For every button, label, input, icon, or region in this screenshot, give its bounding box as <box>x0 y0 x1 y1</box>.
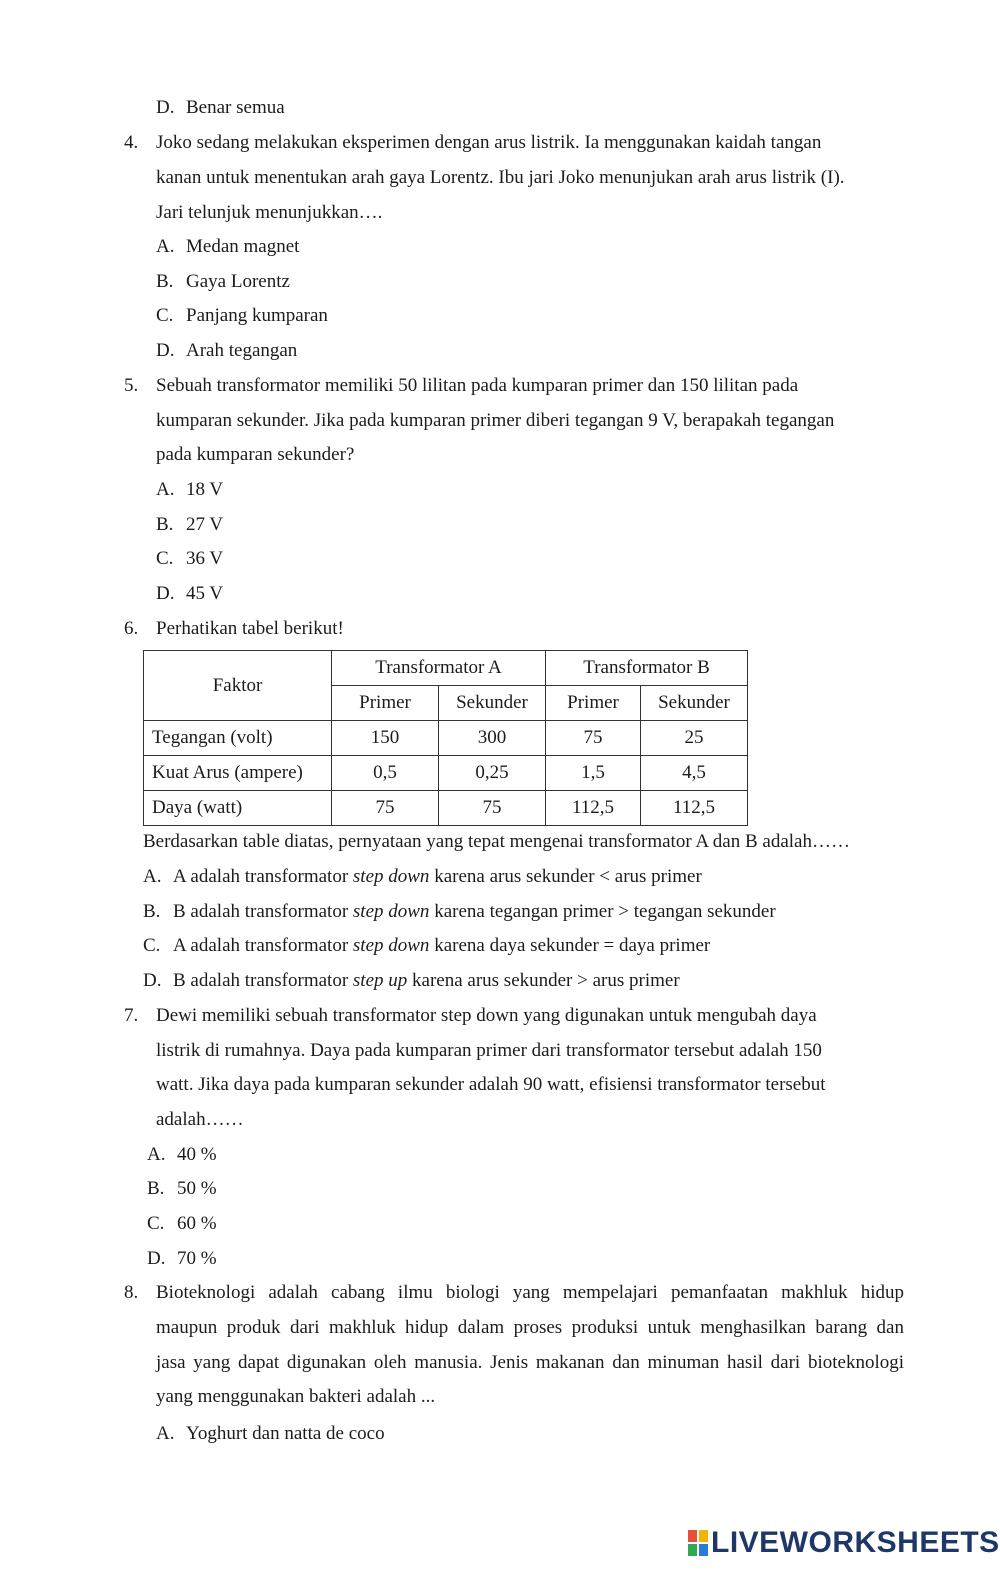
option-item[interactable] <box>156 339 297 363</box>
option-text: 36 V <box>186 548 224 569</box>
option-text: 45 V <box>186 583 224 604</box>
table-row-label: Kuat Arus (ampere) <box>144 756 332 791</box>
option-letter: B. <box>156 514 174 535</box>
table-row <box>144 756 748 791</box>
transformer-table <box>143 650 748 826</box>
question-text-line: Berdasarkan table diatas, pernyataan yang tepat mengenai transformator A dan B adalah…… <box>143 831 850 852</box>
question-number: 5. <box>124 375 139 396</box>
option-letter: A. <box>156 236 175 257</box>
table-subheader: Sekunder <box>641 686 748 721</box>
logo-mark-icon <box>688 1530 708 1556</box>
table-header-transformator-a: Transformator A <box>332 651 546 686</box>
option-item[interactable] <box>156 513 223 537</box>
option-text: 40 % <box>177 1144 217 1165</box>
option-letter: B. <box>156 271 174 292</box>
question-text-line: jasa yang dapat digunakan oleh manusia. Jenis makanan dan minuman hasil dari bioteknologi <box>156 1352 904 1373</box>
table-cell: 75 <box>546 721 641 756</box>
table-row-label: Daya (watt) <box>144 791 332 826</box>
question-text-line: yang menggunakan bakteri adalah ... <box>156 1386 436 1407</box>
option-letter: D. <box>147 1248 166 1269</box>
question-text-line: Sebuah transformator memiliki 50 lilitan pada kumparan primer dan 150 lilitan pada <box>156 375 799 396</box>
option-letter: D. <box>156 340 175 361</box>
table-subheader: Sekunder <box>439 686 546 721</box>
option-text: 60 % <box>177 1213 217 1234</box>
option-text: Yoghurt dan natta de coco <box>186 1423 385 1444</box>
option-item[interactable] <box>143 969 680 993</box>
table-cell: 4,5 <box>641 756 748 791</box>
table-cell: 112,5 <box>546 791 641 826</box>
table-cell: 75 <box>439 791 546 826</box>
option-term: step down <box>352 866 430 887</box>
table-row-label: Tegangan (volt) <box>144 721 332 756</box>
option-text: B adalah transformator <box>173 970 353 991</box>
option-item[interactable] <box>156 304 328 328</box>
table-cell: 0,5 <box>332 756 439 791</box>
option-text: 18 V <box>186 479 224 500</box>
question-number: 8. <box>124 1282 139 1303</box>
option-item[interactable] <box>156 96 285 120</box>
option-term: step down <box>352 901 430 922</box>
question-text-line: maupun produk dari makhluk hidup dalam proses produksi untuk menghasilkan barang dan <box>156 1317 904 1338</box>
option-letter: C. <box>143 935 161 956</box>
option-text: Arah tegangan <box>186 340 298 361</box>
option-letter: D. <box>156 583 175 604</box>
option-text: 70 % <box>177 1248 217 1269</box>
option-letter: B. <box>147 1178 165 1199</box>
option-text: 50 % <box>177 1178 217 1199</box>
option-letter: A. <box>147 1144 166 1165</box>
option-item[interactable] <box>156 1422 385 1446</box>
option-item[interactable] <box>147 1247 217 1271</box>
logo-block <box>688 1530 697 1542</box>
question-number: 7. <box>124 1005 139 1026</box>
liveworksheets-logo <box>688 1526 1000 1560</box>
option-item[interactable] <box>147 1177 217 1201</box>
question-text-line: adalah…… <box>156 1109 244 1130</box>
option-text: karena arus sekunder < arus primer <box>429 866 702 887</box>
table-cell: 150 <box>332 721 439 756</box>
option-letter: C. <box>156 548 174 569</box>
table-subheader: Primer <box>546 686 641 721</box>
table-header-transformator-b: Transformator B <box>546 651 748 686</box>
question-text-line: kumparan sekunder. Jika pada kumparan primer diberi tegangan 9 V, berapakah tegangan <box>156 410 835 431</box>
table-cell: 1,5 <box>546 756 641 791</box>
question-text-line: Dewi memiliki sebuah transformator step down yang digunakan untuk mengubah daya <box>156 1005 817 1026</box>
option-item[interactable] <box>147 1143 217 1167</box>
option-item[interactable] <box>147 1212 217 1236</box>
option-letter: C. <box>156 305 174 326</box>
question-number: 4. <box>124 132 139 153</box>
option-text: Gaya Lorentz <box>186 271 290 292</box>
question-number: 6. <box>124 618 139 639</box>
table-header-factor: Faktor <box>144 651 332 721</box>
table-cell: 300 <box>439 721 546 756</box>
question-text-line: pada kumparan sekunder? <box>156 444 355 465</box>
logo-block <box>688 1544 697 1556</box>
option-text: Benar semua <box>186 97 285 118</box>
logo-text: LIVEWORKSHEETS <box>711 1526 1000 1559</box>
option-text: karena daya sekunder = daya primer <box>429 935 711 956</box>
table-row <box>144 791 748 826</box>
option-letter: B. <box>143 901 161 922</box>
option-text: A adalah transformator <box>173 866 353 887</box>
table-subheader: Primer <box>332 686 439 721</box>
question-text-line: watt. Jika daya pada kumparan sekunder adalah 90 watt, efisiensi transformator tersebut <box>156 1074 826 1095</box>
option-item[interactable] <box>143 865 702 889</box>
table-cell: 75 <box>332 791 439 826</box>
option-item[interactable] <box>143 934 710 958</box>
table-cell: 112,5 <box>641 791 748 826</box>
option-term: step up <box>352 970 408 991</box>
question-text-line: Jari telunjuk menunjukkan…. <box>156 202 383 223</box>
question-text-line: listrik di rumahnya. Daya pada kumparan primer dari transformator tersebut adalah 150 <box>156 1040 822 1061</box>
table-cell: 0,25 <box>439 756 546 791</box>
logo-block <box>699 1544 708 1556</box>
option-item[interactable] <box>156 235 299 259</box>
option-term: step down <box>352 935 430 956</box>
question-text-line: Joko sedang melakukan eksperimen dengan arus listrik. Ia menggunakan kaidah tangan <box>156 132 822 153</box>
option-letter: A. <box>156 479 175 500</box>
option-item[interactable] <box>143 900 776 924</box>
option-item[interactable] <box>156 582 223 606</box>
option-letter: D. <box>143 970 162 991</box>
option-item[interactable] <box>156 270 290 294</box>
question-text-line: Bioteknologi adalah cabang ilmu biologi yang mempelajari pemanfaatan makhluk hidup <box>156 1282 904 1303</box>
table-row <box>144 721 748 756</box>
option-text: Medan magnet <box>186 236 300 257</box>
option-letter: A. <box>156 1423 175 1444</box>
option-item[interactable] <box>156 478 223 502</box>
option-text: Panjang kumparan <box>186 305 328 326</box>
question-text-line: Perhatikan tabel berikut! <box>156 618 344 639</box>
question-text-line: kanan untuk menentukan arah gaya Lorentz. Ibu jari Joko menunjukan arah arus listrik (I). <box>156 167 845 188</box>
option-text: A adalah transformator <box>173 935 353 956</box>
option-letter: A. <box>143 866 162 887</box>
option-text: 27 V <box>186 514 224 535</box>
table-cell: 25 <box>641 721 748 756</box>
option-text: B adalah transformator <box>173 901 353 922</box>
option-letter: D. <box>156 97 175 118</box>
option-text: karena arus sekunder > arus primer <box>407 970 680 991</box>
option-letter: C. <box>147 1213 165 1234</box>
option-item[interactable] <box>156 547 223 571</box>
option-text: karena tegangan primer > tegangan sekunder <box>429 901 776 922</box>
logo-block <box>699 1530 708 1542</box>
